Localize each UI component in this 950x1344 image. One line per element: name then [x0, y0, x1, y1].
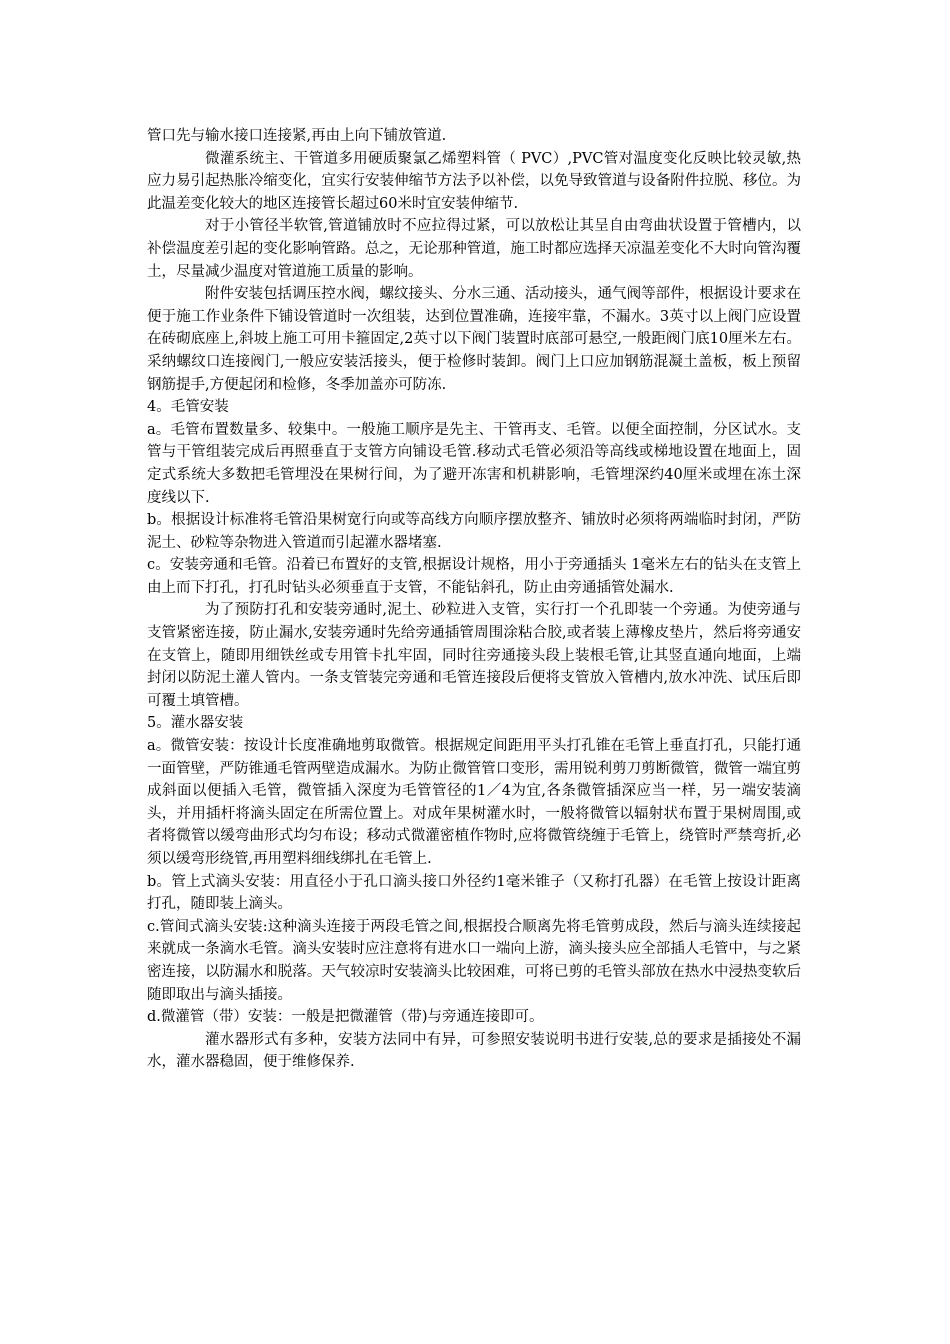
paragraph: c.管间式滴头安装:这种滴头连接于两段毛管之间,根据投合顺离先将毛管剪成段，然后与滴头连续接起来就成一条滴水毛管。滴头安装时应注意将有进水口一端向上游，滴头接头应全部插人毛管中，与之紧密连接，以防漏水和脱落。天气较凉时安装滴头比较困难，可将已剪的毛管头部放在热水中浸热变软后随即取出与滴头插接。: [147, 918, 801, 1003]
paragraph: c。安装旁通和毛管。沿着已布置好的支管,根据设计规格，用小于旁通插头 1毫米左右的钻头在支管上由上而下打孔，打孔时钻头必须垂直于支管，不能钻斜孔，防止由旁通插管处漏水.: [147, 557, 801, 596]
section-heading: 5。灌水器安装: [147, 715, 244, 732]
paragraph: b。根据设计标准将毛管沿果树宽行向或等高线方向顺序摆放整齐、铺放时必须将两端临时封闭，严防泥土、砂粒等杂物进入管道而引起灌水器堵塞.: [147, 512, 801, 551]
paragraph: a。毛管布置数量多、较集中。一般施工顺序是先主、干管再支、毛管。以便全面控制，分区试水。支管与干管组装完成后再照垂直于支管方向铺设毛管.移动式毛管必须沿等高线或梯地设置在地面上，固定式系统大多数把毛管埋没在果树行间，为了避开冻害和机耕影响，毛管埋深约40厘米或埋在冻土深度线以下.: [147, 421, 801, 506]
section-heading: 4。毛管安装: [147, 399, 229, 416]
paragraph: d.微灌管（带）安装：一般是把微灌管（带)与旁通连接即可。: [147, 1009, 544, 1026]
paragraph: 管口先与输水接口连接紧,再由上向下铺放管道.: [147, 128, 447, 144]
paragraph: 微灌系统主、干管道多用硬质聚氯乙烯塑料管（ PVC）,PVC管对温度变化反映比较灵敏,热应力易引起热胀冷缩变化，宜实行安装伸缩节方法予以补偿，以免导致管道与设备附件拉脱、移位。为此温差变化较大的地区连接管长超过60米时宜安装伸缩节.: [147, 150, 801, 212]
paragraph: 附件安装包括调压控水阀，螺纹接头、分水三通、活动接头，通气阀等部件，根据设计要求在便于施工作业条件下铺设管道时一次组装，达到位置准确，连接牢靠，不漏水。3英寸以上阀门应设置在砖砌底座上,斜坡上施工可用卡箍固定,2英寸以下阀门装置时底部可悬空,一般距阀门底10厘米左右。采纳螺纹口连接阀门,一般应安装活接头，便于检修时装卸。阀门上口应加钢筋混凝土盖板，板上预留钢筋提手,方便起闭和检修，冬季加盖亦可防冻.: [147, 286, 801, 393]
paragraph: 为了预防打孔和安装旁通时,泥土、砂粒进入支管，实行打一个孔即装一个旁通。为使旁通与支管紧密连接，防止漏水,安装旁通时先给旁通插管周围涂粘合胶,或者装上薄橡皮垫片，然后将旁通安在支管上，随即用细铁丝或专用管卡扎牢固，同时往旁通接头段上装根毛管,让其竖直通向地面，上端封闭以防泥土灌人管内。一条支管装完旁通和毛管连接段后便将支管放入管槽内,放水冲洗、试压后即可覆土填管槽。: [147, 602, 801, 709]
paragraph: 灌水器形式有多种，安装方法同中有异，可参照安装说明书进行安装,总的要求是插接处不漏水，灌水器稳固，便于维修保养.: [147, 1031, 801, 1071]
paragraph: 对于小管径半软管,管道铺放时不应拉得过紧，可以放松让其呈自由弯曲状设置于管槽内，以补偿温度差引起的变化影响管路。总之，无论那种管道，施工时都应选择天凉温差变化不大时向管沟覆土，尽量减少温度对管道施工质量的影响。: [147, 218, 801, 280]
document-body: [147, 125, 801, 1074]
paragraph: b。管上式滴头安装：用直径小于孔口滴头接口外径约1毫米锥子（又称打孔器）在毛管上按设计距离打孔，随即装上滴头。: [147, 873, 801, 913]
paragraph: a。微管安装：按设计长度准确地剪取微管。根据规定间距用平头打孔锥在毛管上垂直打孔，只能打通一面管壁，严防锥通毛管两壁造成漏水。为防止微管管口变形，需用锐利剪刀剪断微管，微管一端宜剪成斜面以便插入毛管，微管插入深度为毛管管径的1／4为宜,各条微管插深应当一样，另一端安装滴头，并用插杆将滴头固定在所需位置上。对成年果树灌水时，一般将微管以辐射状布置于果树周围,或者将微管以缓弯曲形式均匀布设；移动式微灌密植作物时,应将微管绕缠于毛管上，绕管时严禁弯折,必须以缓弯形绕管,再用塑料细线绑扎在毛管上.: [147, 738, 801, 867]
